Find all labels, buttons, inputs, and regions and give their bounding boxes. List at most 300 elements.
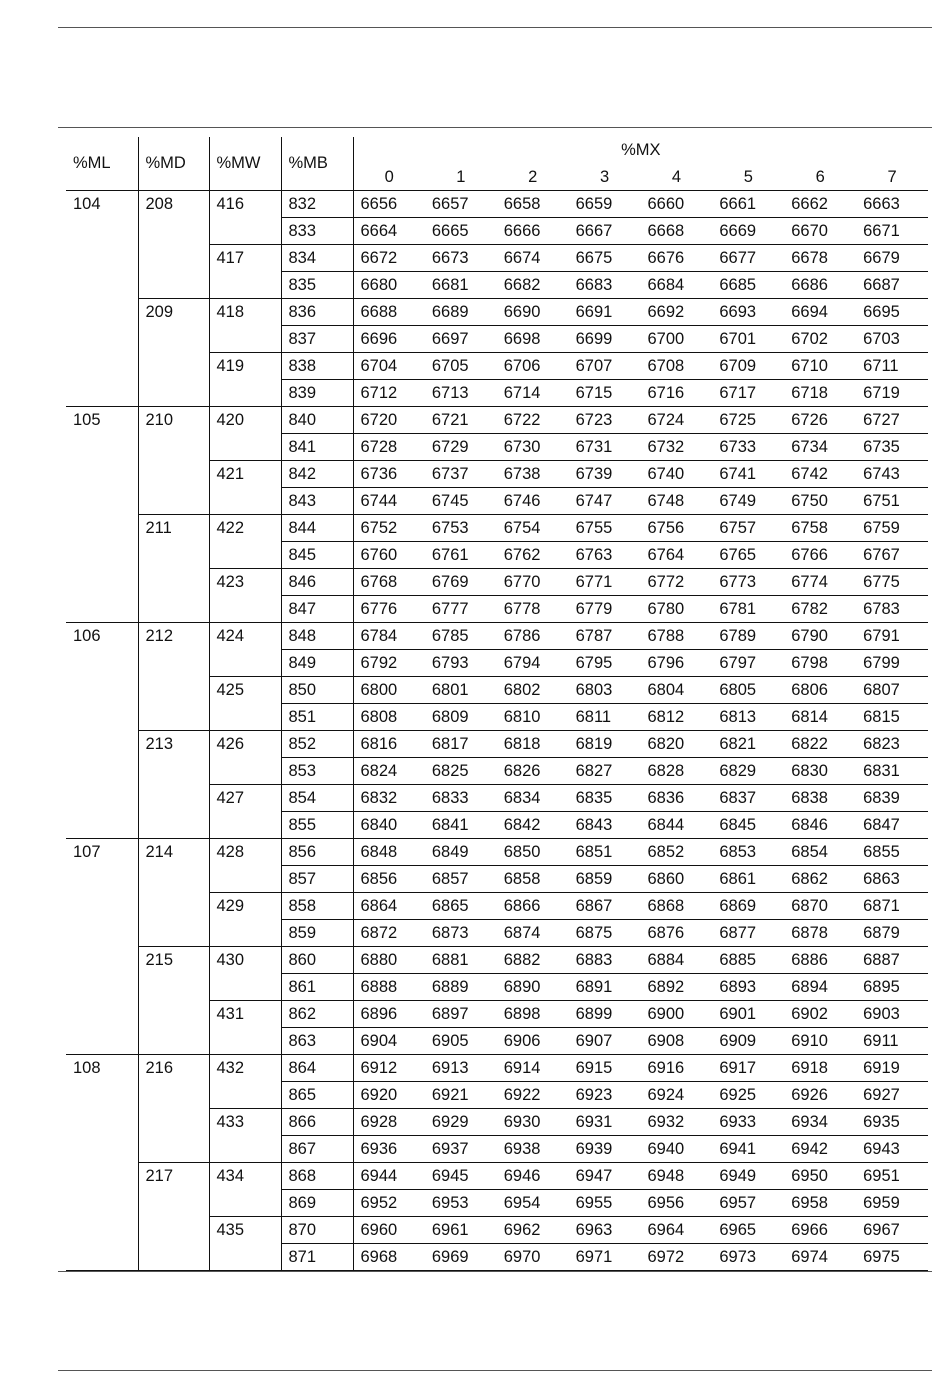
table-row (66, 622, 928, 649)
mx-cell: 6795 (569, 649, 641, 676)
mx-cell: 6730 (497, 433, 569, 460)
mx-cell: 6926 (784, 1081, 856, 1108)
mb-cell: 850 (281, 676, 353, 703)
mx-cell: 6741 (712, 460, 784, 487)
mx-cell: 6962 (497, 1216, 569, 1243)
mx-cell: 6824 (353, 757, 425, 784)
mw-cell: 421 (209, 460, 281, 514)
mx-cell: 6794 (497, 649, 569, 676)
mx-cell: 6757 (712, 514, 784, 541)
header-mx-bit: 3 (569, 164, 641, 191)
mb-cell: 858 (281, 892, 353, 919)
mx-cell: 6907 (569, 1027, 641, 1054)
mx-cell: 6659 (569, 190, 641, 217)
mx-cell: 6851 (569, 838, 641, 865)
mx-cell: 6842 (497, 811, 569, 838)
mx-cell: 6689 (425, 298, 497, 325)
mx-cell: 6777 (425, 595, 497, 622)
mx-cell: 6963 (569, 1216, 641, 1243)
mb-cell: 869 (281, 1189, 353, 1216)
mw-cell: 429 (209, 892, 281, 946)
header-mx-bit: 1 (425, 164, 497, 191)
mx-cell: 6908 (641, 1027, 713, 1054)
mx-cell: 6812 (641, 703, 713, 730)
mb-cell: 846 (281, 568, 353, 595)
mx-cell: 6687 (856, 271, 928, 298)
mx-cell: 6952 (353, 1189, 425, 1216)
mx-cell: 6788 (641, 622, 713, 649)
mx-cell: 6707 (569, 352, 641, 379)
mx-cell: 6904 (353, 1027, 425, 1054)
mb-cell: 832 (281, 190, 353, 217)
mb-cell: 862 (281, 1000, 353, 1027)
mx-cell: 6740 (641, 460, 713, 487)
mx-cell: 6915 (569, 1054, 641, 1081)
mx-cell: 6703 (856, 325, 928, 352)
mx-cell: 6759 (856, 514, 928, 541)
table-header (66, 137, 928, 190)
mx-cell: 6951 (856, 1162, 928, 1189)
mx-cell: 6935 (856, 1108, 928, 1135)
mx-cell: 6974 (784, 1243, 856, 1270)
table-top-rule (58, 127, 932, 128)
mx-cell: 6663 (856, 190, 928, 217)
mx-cell: 6911 (856, 1027, 928, 1054)
mx-cell: 6820 (641, 730, 713, 757)
mx-cell: 6879 (856, 919, 928, 946)
mx-cell: 6913 (425, 1054, 497, 1081)
header-mb: %MB (281, 137, 353, 190)
mx-cell: 6971 (569, 1243, 641, 1270)
mx-cell: 6702 (784, 325, 856, 352)
mx-cell: 6847 (856, 811, 928, 838)
header-mx-bit: 7 (856, 164, 928, 191)
mx-cell: 6719 (856, 379, 928, 406)
mx-cell: 6773 (712, 568, 784, 595)
mx-cell: 6782 (784, 595, 856, 622)
mb-cell: 868 (281, 1162, 353, 1189)
mx-cell: 6787 (569, 622, 641, 649)
mx-cell: 6785 (425, 622, 497, 649)
mx-cell: 6928 (353, 1108, 425, 1135)
mx-cell: 6693 (712, 298, 784, 325)
header-ml: %ML (66, 137, 138, 190)
mx-cell: 6690 (497, 298, 569, 325)
mx-cell: 6852 (641, 838, 713, 865)
mx-cell: 6762 (497, 541, 569, 568)
mx-cell: 6858 (497, 865, 569, 892)
mx-cell: 6946 (497, 1162, 569, 1189)
mx-cell: 6667 (569, 217, 641, 244)
mx-cell: 6760 (353, 541, 425, 568)
table-row (66, 946, 928, 973)
ml-cell: 108 (66, 1054, 138, 1270)
mx-cell: 6906 (497, 1027, 569, 1054)
mx-cell: 6709 (712, 352, 784, 379)
mx-cell: 6919 (856, 1054, 928, 1081)
mx-cell: 6671 (856, 217, 928, 244)
mx-cell: 6724 (641, 406, 713, 433)
mx-cell: 6841 (425, 811, 497, 838)
mx-cell: 6749 (712, 487, 784, 514)
mx-cell: 6731 (569, 433, 641, 460)
mx-cell: 6797 (712, 649, 784, 676)
mx-cell: 6809 (425, 703, 497, 730)
mw-cell: 420 (209, 406, 281, 460)
mb-cell: 839 (281, 379, 353, 406)
mx-cell: 6710 (784, 352, 856, 379)
mx-cell: 6662 (784, 190, 856, 217)
mx-cell: 6712 (353, 379, 425, 406)
mx-cell: 6684 (641, 271, 713, 298)
mw-cell: 424 (209, 622, 281, 676)
mx-cell: 6770 (497, 568, 569, 595)
mx-cell: 6665 (425, 217, 497, 244)
mx-cell: 6863 (856, 865, 928, 892)
mx-cell: 6682 (497, 271, 569, 298)
mx-cell: 6888 (353, 973, 425, 1000)
mw-cell: 428 (209, 838, 281, 892)
ml-cell: 105 (66, 406, 138, 622)
mx-cell: 6927 (856, 1081, 928, 1108)
mw-cell: 423 (209, 568, 281, 622)
mb-cell: 836 (281, 298, 353, 325)
mx-cell: 6901 (712, 1000, 784, 1027)
mw-cell: 417 (209, 244, 281, 298)
mx-cell: 6886 (784, 946, 856, 973)
mx-cell: 6768 (353, 568, 425, 595)
mx-cell: 6750 (784, 487, 856, 514)
mx-cell: 6661 (712, 190, 784, 217)
mx-cell: 6885 (712, 946, 784, 973)
mx-cell: 6920 (353, 1081, 425, 1108)
md-cell: 215 (138, 946, 209, 1054)
mb-cell: 863 (281, 1027, 353, 1054)
mx-cell: 6846 (784, 811, 856, 838)
mx-cell: 6889 (425, 973, 497, 1000)
mb-cell: 866 (281, 1108, 353, 1135)
mx-cell: 6942 (784, 1135, 856, 1162)
mb-cell: 865 (281, 1081, 353, 1108)
mx-cell: 6694 (784, 298, 856, 325)
mb-cell: 857 (281, 865, 353, 892)
mx-cell: 6969 (425, 1243, 497, 1270)
mx-cell: 6895 (856, 973, 928, 1000)
mx-cell: 6932 (641, 1108, 713, 1135)
mx-cell: 6860 (641, 865, 713, 892)
mx-cell: 6916 (641, 1054, 713, 1081)
mx-cell: 6720 (353, 406, 425, 433)
mx-cell: 6843 (569, 811, 641, 838)
mx-cell: 6792 (353, 649, 425, 676)
mx-cell: 6711 (856, 352, 928, 379)
mb-cell: 833 (281, 217, 353, 244)
mx-cell: 6686 (784, 271, 856, 298)
mx-cell: 6714 (497, 379, 569, 406)
mx-cell: 6806 (784, 676, 856, 703)
mw-cell: 419 (209, 352, 281, 406)
mx-cell: 6780 (641, 595, 713, 622)
mx-cell: 6905 (425, 1027, 497, 1054)
mx-cell: 6949 (712, 1162, 784, 1189)
mb-cell: 871 (281, 1243, 353, 1270)
mx-cell: 6658 (497, 190, 569, 217)
table-row (66, 1054, 928, 1081)
mx-cell: 6726 (784, 406, 856, 433)
mx-cell: 6699 (569, 325, 641, 352)
mx-cell: 6681 (425, 271, 497, 298)
mx-cell: 6819 (569, 730, 641, 757)
md-cell: 212 (138, 622, 209, 730)
mx-cell: 6903 (856, 1000, 928, 1027)
mw-cell: 425 (209, 676, 281, 730)
mx-cell: 6727 (856, 406, 928, 433)
mx-cell: 6713 (425, 379, 497, 406)
mx-cell: 6779 (569, 595, 641, 622)
mx-cell: 6939 (569, 1135, 641, 1162)
mx-cell: 6766 (784, 541, 856, 568)
mx-cell: 6657 (425, 190, 497, 217)
mw-cell: 416 (209, 190, 281, 244)
mb-cell: 859 (281, 919, 353, 946)
mx-cell: 6856 (353, 865, 425, 892)
mx-cell: 6954 (497, 1189, 569, 1216)
mx-cell: 6796 (641, 649, 713, 676)
mx-cell: 6668 (641, 217, 713, 244)
mx-cell: 6669 (712, 217, 784, 244)
mw-cell: 435 (209, 1216, 281, 1270)
mx-cell: 6680 (353, 271, 425, 298)
mx-cell: 6717 (712, 379, 784, 406)
mw-cell: 422 (209, 514, 281, 568)
mx-cell: 6944 (353, 1162, 425, 1189)
mx-cell: 6849 (425, 838, 497, 865)
mb-cell: 855 (281, 811, 353, 838)
mx-cell: 6914 (497, 1054, 569, 1081)
mb-cell: 843 (281, 487, 353, 514)
mx-cell: 6672 (353, 244, 425, 271)
mx-cell: 6811 (569, 703, 641, 730)
mx-cell: 6752 (353, 514, 425, 541)
mx-cell: 6925 (712, 1081, 784, 1108)
mx-cell: 6715 (569, 379, 641, 406)
mx-cell: 6697 (425, 325, 497, 352)
mw-cell: 433 (209, 1108, 281, 1162)
mx-cell: 6656 (353, 190, 425, 217)
mx-cell: 6791 (856, 622, 928, 649)
mx-cell: 6958 (784, 1189, 856, 1216)
mw-cell: 432 (209, 1054, 281, 1108)
mx-cell: 6943 (856, 1135, 928, 1162)
mx-cell: 6807 (856, 676, 928, 703)
ml-cell: 104 (66, 190, 138, 406)
mb-cell: 838 (281, 352, 353, 379)
mx-cell: 6734 (784, 433, 856, 460)
mx-cell: 6883 (569, 946, 641, 973)
mx-cell: 6670 (784, 217, 856, 244)
mx-cell: 6725 (712, 406, 784, 433)
mx-cell: 6821 (712, 730, 784, 757)
mw-cell: 418 (209, 298, 281, 352)
mx-cell: 6744 (353, 487, 425, 514)
mb-cell: 837 (281, 325, 353, 352)
mx-cell: 6890 (497, 973, 569, 1000)
table-row (66, 838, 928, 865)
mx-cell: 6827 (569, 757, 641, 784)
mb-cell: 835 (281, 271, 353, 298)
mx-cell: 6947 (569, 1162, 641, 1189)
mx-cell: 6857 (425, 865, 497, 892)
mb-cell: 867 (281, 1135, 353, 1162)
mx-cell: 6666 (497, 217, 569, 244)
mx-cell: 6967 (856, 1216, 928, 1243)
mx-cell: 6881 (425, 946, 497, 973)
md-cell: 208 (138, 190, 209, 298)
table-row (66, 730, 928, 757)
mx-cell: 6850 (497, 838, 569, 865)
mx-cell: 6813 (712, 703, 784, 730)
mx-cell: 6897 (425, 1000, 497, 1027)
mx-cell: 6956 (641, 1189, 713, 1216)
mx-cell: 6755 (569, 514, 641, 541)
mx-cell: 6922 (497, 1081, 569, 1108)
mx-cell: 6836 (641, 784, 713, 811)
mx-cell: 6861 (712, 865, 784, 892)
mb-cell: 856 (281, 838, 353, 865)
mx-cell: 6764 (641, 541, 713, 568)
mx-cell: 6789 (712, 622, 784, 649)
mx-cell: 6822 (784, 730, 856, 757)
mb-cell: 840 (281, 406, 353, 433)
mb-cell: 854 (281, 784, 353, 811)
mx-cell: 6675 (569, 244, 641, 271)
memory-address-table (66, 137, 928, 1271)
mx-cell: 6854 (784, 838, 856, 865)
mx-cell: 6723 (569, 406, 641, 433)
mx-cell: 6832 (353, 784, 425, 811)
mx-cell: 6934 (784, 1108, 856, 1135)
mx-cell: 6868 (641, 892, 713, 919)
mx-cell: 6871 (856, 892, 928, 919)
mx-cell: 6970 (497, 1243, 569, 1270)
mx-cell: 6798 (784, 649, 856, 676)
mx-cell: 6722 (497, 406, 569, 433)
table-row (66, 298, 928, 325)
md-cell: 209 (138, 298, 209, 406)
mx-cell: 6953 (425, 1189, 497, 1216)
mx-cell: 6880 (353, 946, 425, 973)
mx-cell: 6896 (353, 1000, 425, 1027)
mx-cell: 6830 (784, 757, 856, 784)
mx-cell: 6866 (497, 892, 569, 919)
mx-cell: 6878 (784, 919, 856, 946)
header-mx-bit: 2 (497, 164, 569, 191)
table-row (66, 514, 928, 541)
md-cell: 214 (138, 838, 209, 946)
mx-cell: 6853 (712, 838, 784, 865)
mx-cell: 6833 (425, 784, 497, 811)
mb-cell: 849 (281, 649, 353, 676)
mx-cell: 6706 (497, 352, 569, 379)
mx-cell: 6799 (856, 649, 928, 676)
mx-cell: 6739 (569, 460, 641, 487)
mx-cell: 6771 (569, 568, 641, 595)
md-cell: 216 (138, 1054, 209, 1162)
mx-cell: 6875 (569, 919, 641, 946)
mx-cell: 6705 (425, 352, 497, 379)
mx-cell: 6838 (784, 784, 856, 811)
mb-cell: 842 (281, 460, 353, 487)
header-mx-bit: 0 (353, 164, 425, 191)
mx-cell: 6708 (641, 352, 713, 379)
mx-cell: 6793 (425, 649, 497, 676)
mx-cell: 6950 (784, 1162, 856, 1189)
header-mw: %MW (209, 137, 281, 190)
md-cell: 211 (138, 514, 209, 622)
mb-cell: 870 (281, 1216, 353, 1243)
header-mx-bit: 5 (712, 164, 784, 191)
mx-cell: 6673 (425, 244, 497, 271)
mx-cell: 6695 (856, 298, 928, 325)
mx-cell: 6877 (712, 919, 784, 946)
md-cell: 217 (138, 1162, 209, 1270)
mb-cell: 864 (281, 1054, 353, 1081)
mx-cell: 6923 (569, 1081, 641, 1108)
md-cell: 213 (138, 730, 209, 838)
mx-cell: 6844 (641, 811, 713, 838)
mx-cell: 6676 (641, 244, 713, 271)
mx-cell: 6786 (497, 622, 569, 649)
mx-cell: 6968 (353, 1243, 425, 1270)
mx-cell: 6767 (856, 541, 928, 568)
mx-cell: 6870 (784, 892, 856, 919)
mx-cell: 6937 (425, 1135, 497, 1162)
mx-cell: 6756 (641, 514, 713, 541)
mb-cell: 844 (281, 514, 353, 541)
table-bottom-rule (58, 1271, 932, 1272)
mx-cell: 6910 (784, 1027, 856, 1054)
table-row (66, 1162, 928, 1189)
mx-cell: 6745 (425, 487, 497, 514)
table-row (66, 406, 928, 433)
mx-cell: 6917 (712, 1054, 784, 1081)
mx-cell: 6840 (353, 811, 425, 838)
mb-cell: 853 (281, 757, 353, 784)
mx-cell: 6783 (856, 595, 928, 622)
mx-cell: 6696 (353, 325, 425, 352)
mx-cell: 6973 (712, 1243, 784, 1270)
mx-cell: 6899 (569, 1000, 641, 1027)
mx-cell: 6902 (784, 1000, 856, 1027)
mw-cell: 430 (209, 946, 281, 1000)
mx-cell: 6872 (353, 919, 425, 946)
mx-cell: 6814 (784, 703, 856, 730)
mx-cell: 6891 (569, 973, 641, 1000)
mx-cell: 6810 (497, 703, 569, 730)
mx-cell: 6972 (641, 1243, 713, 1270)
mx-cell: 6945 (425, 1162, 497, 1189)
mx-cell: 6931 (569, 1108, 641, 1135)
mw-cell: 427 (209, 784, 281, 838)
mx-cell: 6728 (353, 433, 425, 460)
mx-cell: 6701 (712, 325, 784, 352)
mx-cell: 6678 (784, 244, 856, 271)
mx-cell: 6882 (497, 946, 569, 973)
page-bottom-rule (58, 1370, 932, 1371)
mx-cell: 6660 (641, 190, 713, 217)
mx-cell: 6938 (497, 1135, 569, 1162)
ml-cell: 106 (66, 622, 138, 838)
